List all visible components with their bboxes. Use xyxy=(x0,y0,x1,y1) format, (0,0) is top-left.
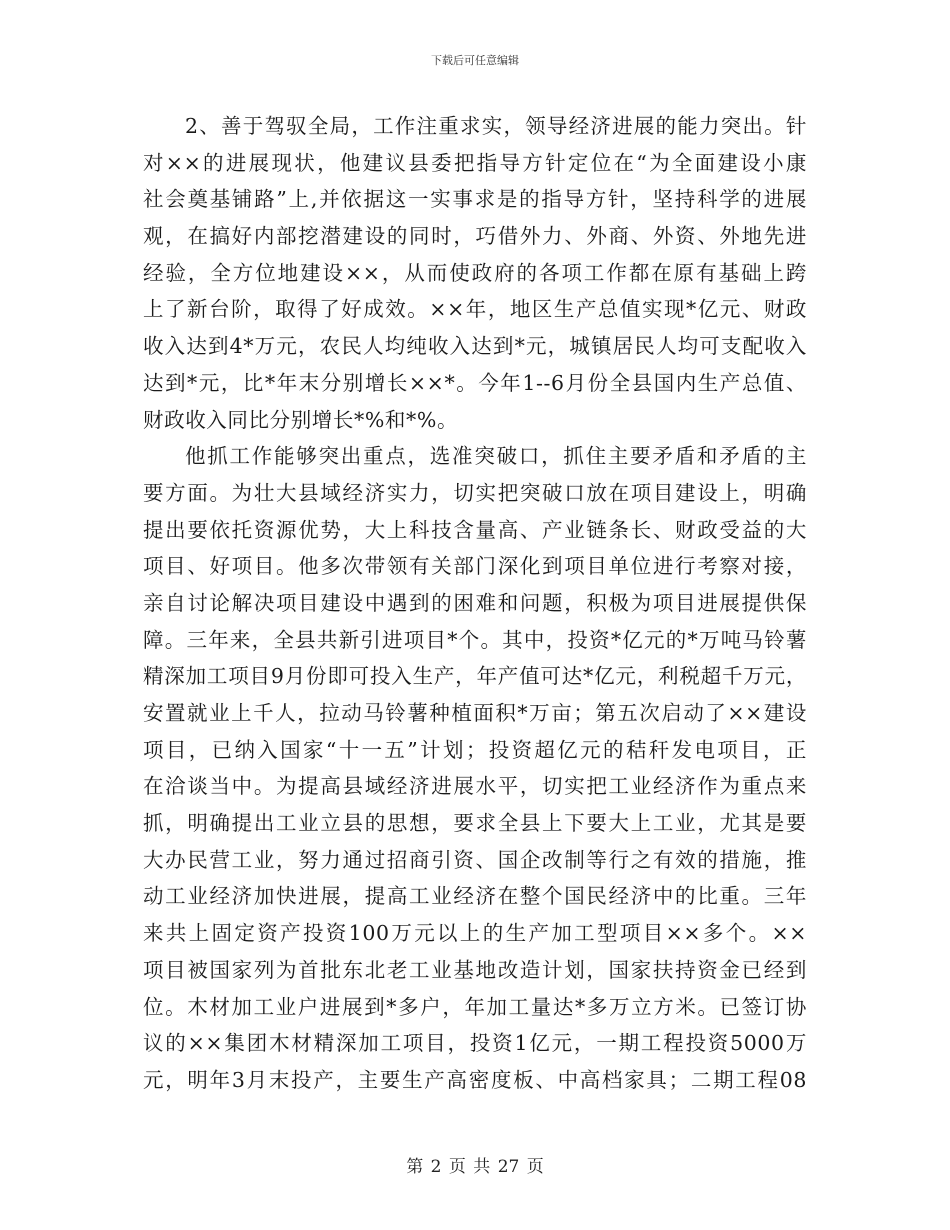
document-body xyxy=(143,108,807,1099)
text-line: 亲自讨论解决项目建设中遇到的困难和问题，积极为项目进展提供保 xyxy=(143,590,807,615)
text-line: 对××的进展现状，他建议县委把指导方针定位在“为全面建设小康 xyxy=(143,150,807,175)
text-line: 项目、好项目。他多次带领有关部门深化到项目单位进行考察对接， xyxy=(143,554,807,579)
text-line: 障。三年来，全县共新引进项目*个。其中，投资*亿元的*万吨马铃薯 xyxy=(143,627,807,652)
text-line: 财政收入同比分别增长*%和*%。 xyxy=(143,407,459,432)
page-header: 下载后可任意编辑 xyxy=(431,54,519,67)
text-line: 抓，明确提出工业立县的思想，要求全县上下要大上工业，尤其是要 xyxy=(143,811,807,836)
text-line: 经验，全方位地建设××，从而使政府的各项工作都在原有基础上跨 xyxy=(143,260,807,285)
text-line: 安置就业上千人，拉动马铃薯种植面积*万亩；第五次启动了××建设 xyxy=(143,701,807,725)
text-line: 收入达到4*万元，农民人均纯收入达到*元，城镇居民人均可支配收入 xyxy=(143,334,807,359)
text-line: 上了新台阶，取得了好成效。××年，地区生产总值实现*亿元、财政 xyxy=(143,297,807,322)
text-line: 来共上固定资产投资100万元以上的生产加工型项目××多个。×× xyxy=(143,921,807,946)
text-line: 要方面。为壮大县域经济实力，切实把突破口放在项目建设上，明确 xyxy=(143,480,807,505)
text-line: 提出要依托资源优势，大上科技含量高、产业链条长、财政受益的大 xyxy=(143,517,807,542)
text-line: 社会奠基铺路”上,并依据这一实事求是的指导方针，坚持科学的进展 xyxy=(143,187,807,212)
paragraph-1 xyxy=(143,108,807,438)
text-line: 达到*元，比*年末分别增长××*。今年1--6月份全县国内生产总值、 xyxy=(143,370,807,395)
text-line: 2、善于驾驭全局，工作注重求实，领导经济进展的能力突出。针 xyxy=(185,114,807,138)
text-line: 大办民营工业，努力通过招商引资、国企改制等行之有效的措施，推 xyxy=(143,847,807,872)
text-line: 元，明年3月末投产，主要生产高密度板、中高档家具；二期工程08 xyxy=(143,1067,807,1092)
text-line: 精深加工项目9月份即可投入生产，年产值可达*亿元，利税超千万元， xyxy=(143,664,807,689)
text-line: 他抓工作能够突出重点，选准突破口，抓住主要矛盾和矛盾的主 xyxy=(185,444,807,469)
text-line: 观，在搞好内部挖潜建设的同时，巧借外力、外商、外资、外地先进 xyxy=(143,224,807,249)
text-line: 议的××集团木材精深加工项目，投资1亿元，一期工程投资5000万 xyxy=(143,1031,807,1056)
text-line: 项目，已纳入国家“十一五”计划；投资超亿元的秸秆发电项目，正 xyxy=(143,737,807,762)
text-line: 项目被国家列为首批东北老工业基地改造计划，国家扶持资金已经到 xyxy=(143,957,807,982)
text-line: 位。木材加工业户进展到*多户，年加工量达*多万立方米。已签订协 xyxy=(143,994,807,1019)
page-number-footer: 第 2 页 共 27 页 xyxy=(406,1157,544,1177)
text-line: 在洽谈当中。为提高县域经济进展水平，切实把工业经济作为重点来 xyxy=(143,774,807,799)
text-line: 动工业经济加快进展，提高工业经济在整个国民经济中的比重。三年 xyxy=(143,884,807,909)
paragraph-2 xyxy=(143,438,807,1098)
